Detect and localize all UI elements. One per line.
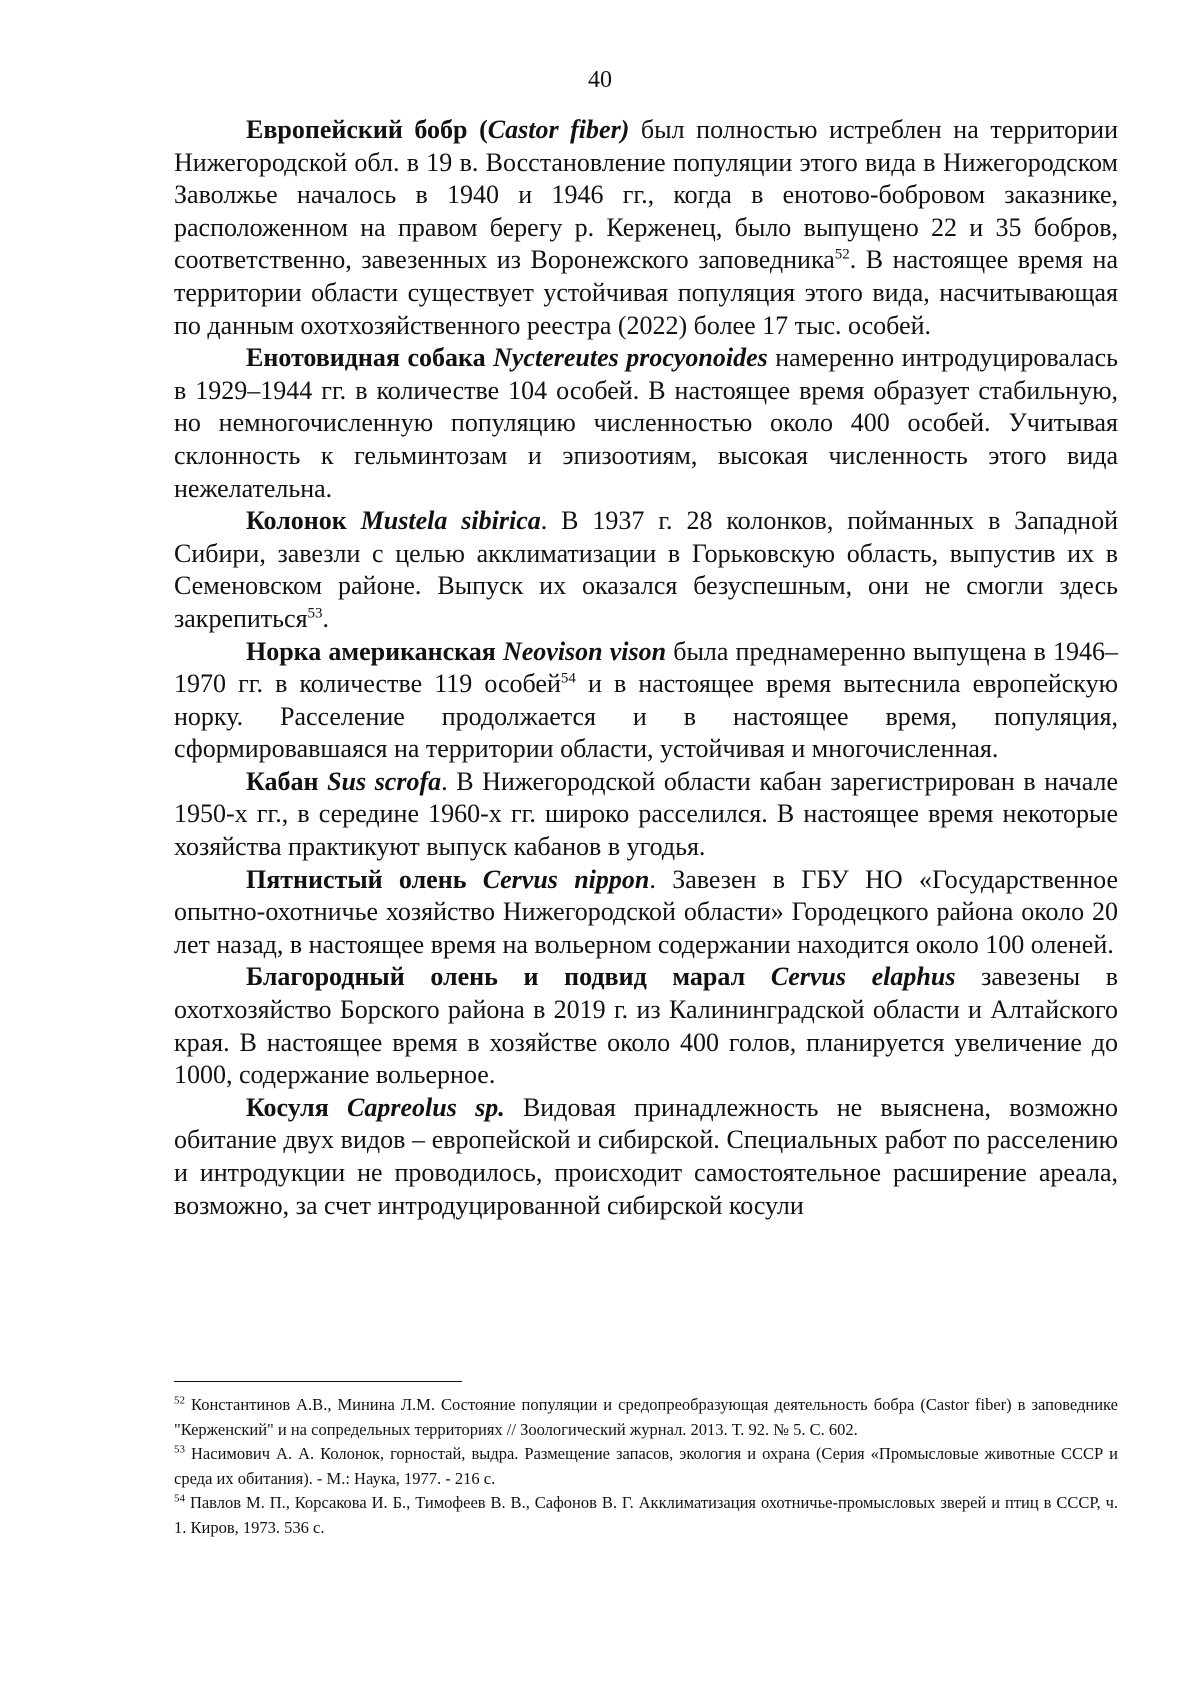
footnote-text: Насимович А. А. Колонок, горностай, выдра. Размещение запасов, экология и охрана (Серия «Промысловые животные СССР и среда их обитания). - М.: Наука, 1977. - 216 с. <box>174 1444 1118 1488</box>
species-heading: Кабан <box>246 766 328 796</box>
paragraph-wild-boar <box>174 766 1118 864</box>
paragraph-american-mink <box>174 636 1118 766</box>
paragraph-text: . Завезен в ГБУ НО «Государственное опытно-охотничье хозяйство Нижегородской области» Городецкого района около 20 лет назад, в настоящее время на вольерном содержании находится около 100 оленей. <box>174 864 1119 959</box>
footnote-number: 53 <box>174 1443 185 1456</box>
paragraph-siberian-weasel <box>174 505 1118 635</box>
footnote-text: Константинов А.В., Минина Л.М. Состояние популяции и средопреобразующая деятельность бобра (Castor fiber) в заповеднике "Керженский" и на сопредельных территориях // Зоологический журнал. 2013. Т. 92. № 5. С. 602. <box>174 1395 1118 1439</box>
paragraph-text: . В 1937 г. 28 колонков, пойманных в Западной Сибири, завезли с целью акклиматизации в Горьковскую область, выпустив их в Семеновском районе. Выпуск их оказался безуспешным, они не смогли здесь закрепиться <box>174 506 1119 633</box>
species-heading: Европейский бобр ( <box>246 115 488 144</box>
paragraph-red-deer <box>174 961 1118 1091</box>
footnote-53 <box>174 1442 1118 1491</box>
paragraph-text: завезены в охотхозяйство Борского района в 2019 г. из Калининградской области и Алтайского края. В настоящее время в хозяйстве около 400 голов, планируется увеличение до 1000, содержание вольерное. <box>174 962 1119 1090</box>
body-text <box>174 114 1118 1222</box>
species-heading: Благородный олень и подвид марал <box>246 962 771 992</box>
latin-name: Mustela sibirica <box>360 506 541 536</box>
paragraph-text: Видовая принадлежность не выяснена, возможно обитание двух видов – европейской и сибирской. Специальных работ по расселению и интродукции не проводилось, происходит самостоятельное расширение ареала, возможно, за счет интродуцированной сибирской косули <box>174 1092 1118 1220</box>
footnote-number: 52 <box>174 1394 185 1407</box>
footnote-separator <box>174 1381 462 1382</box>
paragraph-sika-deer <box>174 864 1118 962</box>
species-heading: Колонок <box>246 506 361 536</box>
paragraph-text-after: . <box>322 603 330 633</box>
footnote-text: Павлов М. П., Корсакова И. Б., Тимофеев В. В., Сафонов В. Г. Акклиматизация охотничье-промысловых зверей и птиц в СССР, ч. 1. Киров, 1973. 536 с. <box>174 1493 1118 1537</box>
paragraph-text-after: и в настоящее время вытеснила европейскую норку. Расселение продолжается и в настоящее время, популяция, сформировавшаяся на территории области, устойчивая и многочисленная. <box>174 669 1118 764</box>
footnotes <box>174 1393 1118 1540</box>
latin-name: Cervus elaphus <box>770 962 956 992</box>
paragraph-text-after: . В настоящее время на территории области существует устойчивая популяция этого вида, насчитывающая по данным охотхозяйственного реестра (2022) более 17 тыс. особей. <box>174 245 1118 340</box>
species-heading: Косуля <box>246 1092 348 1122</box>
species-heading: Енотовидная собака <box>246 343 494 373</box>
latin-name: Capreolus sp. <box>347 1092 505 1122</box>
species-heading: Пятнистый олень <box>246 864 483 894</box>
species-heading: Норка американская <box>246 636 503 666</box>
latin-name: Nyctereutes procyonoides <box>493 343 768 373</box>
latin-name: Neovison vison <box>502 636 667 666</box>
footnote-52 <box>174 1393 1118 1442</box>
paragraph-text: . В Нижегородской области кабан зарегистрирован в начале 1950-х гг., в середине 1960-х гг. широко расселился. В настоящее время некоторые хозяйства практикуют выпуск кабанов в угодья. <box>174 766 1119 862</box>
paragraph-raccoon-dog <box>174 342 1118 505</box>
footnote-ref: 53 <box>307 605 323 622</box>
paragraph-roe-deer <box>174 1092 1118 1222</box>
latin-name: Castor fiber) <box>487 115 630 144</box>
footnote-ref: 54 <box>560 670 576 687</box>
latin-name: Sus scrofa <box>327 766 442 796</box>
paragraph-text: была преднамеренно выпущена в 1946–1970 гг. в количестве 119 особей <box>174 636 1118 699</box>
paragraph-beaver <box>174 114 1118 342</box>
latin-name: Cervus nippon <box>482 864 650 894</box>
paragraph-text: намеренно интродуцировалась в 1929–1944 гг. в количестве 104 особей. В настоящее время образует стабильную, но немногочисленную популяцию численностью около 400 особей. Учитывая склонность к гельминтозам и эпизоотиям, высокая численность этого вида нежелательна. <box>174 343 1118 503</box>
paragraph-text: был полностью истреблен на территории Нижегородской обл. в 19 в. Восстановление популяции этого вида в Нижегородском Заволжье началось в 1940 и 1946 гг., когда в енотово-бобровом заказнике, расположенном на правом берегу р. Керженец, было выпущено 22 и 35 бобров, соответственно, завезенных из Воронежского заповедника <box>174 115 1118 275</box>
page-number: 40 <box>588 67 612 93</box>
footnote-number: 54 <box>174 1492 185 1505</box>
footnote-54 <box>174 1491 1118 1540</box>
footnote-ref: 52 <box>834 246 850 263</box>
